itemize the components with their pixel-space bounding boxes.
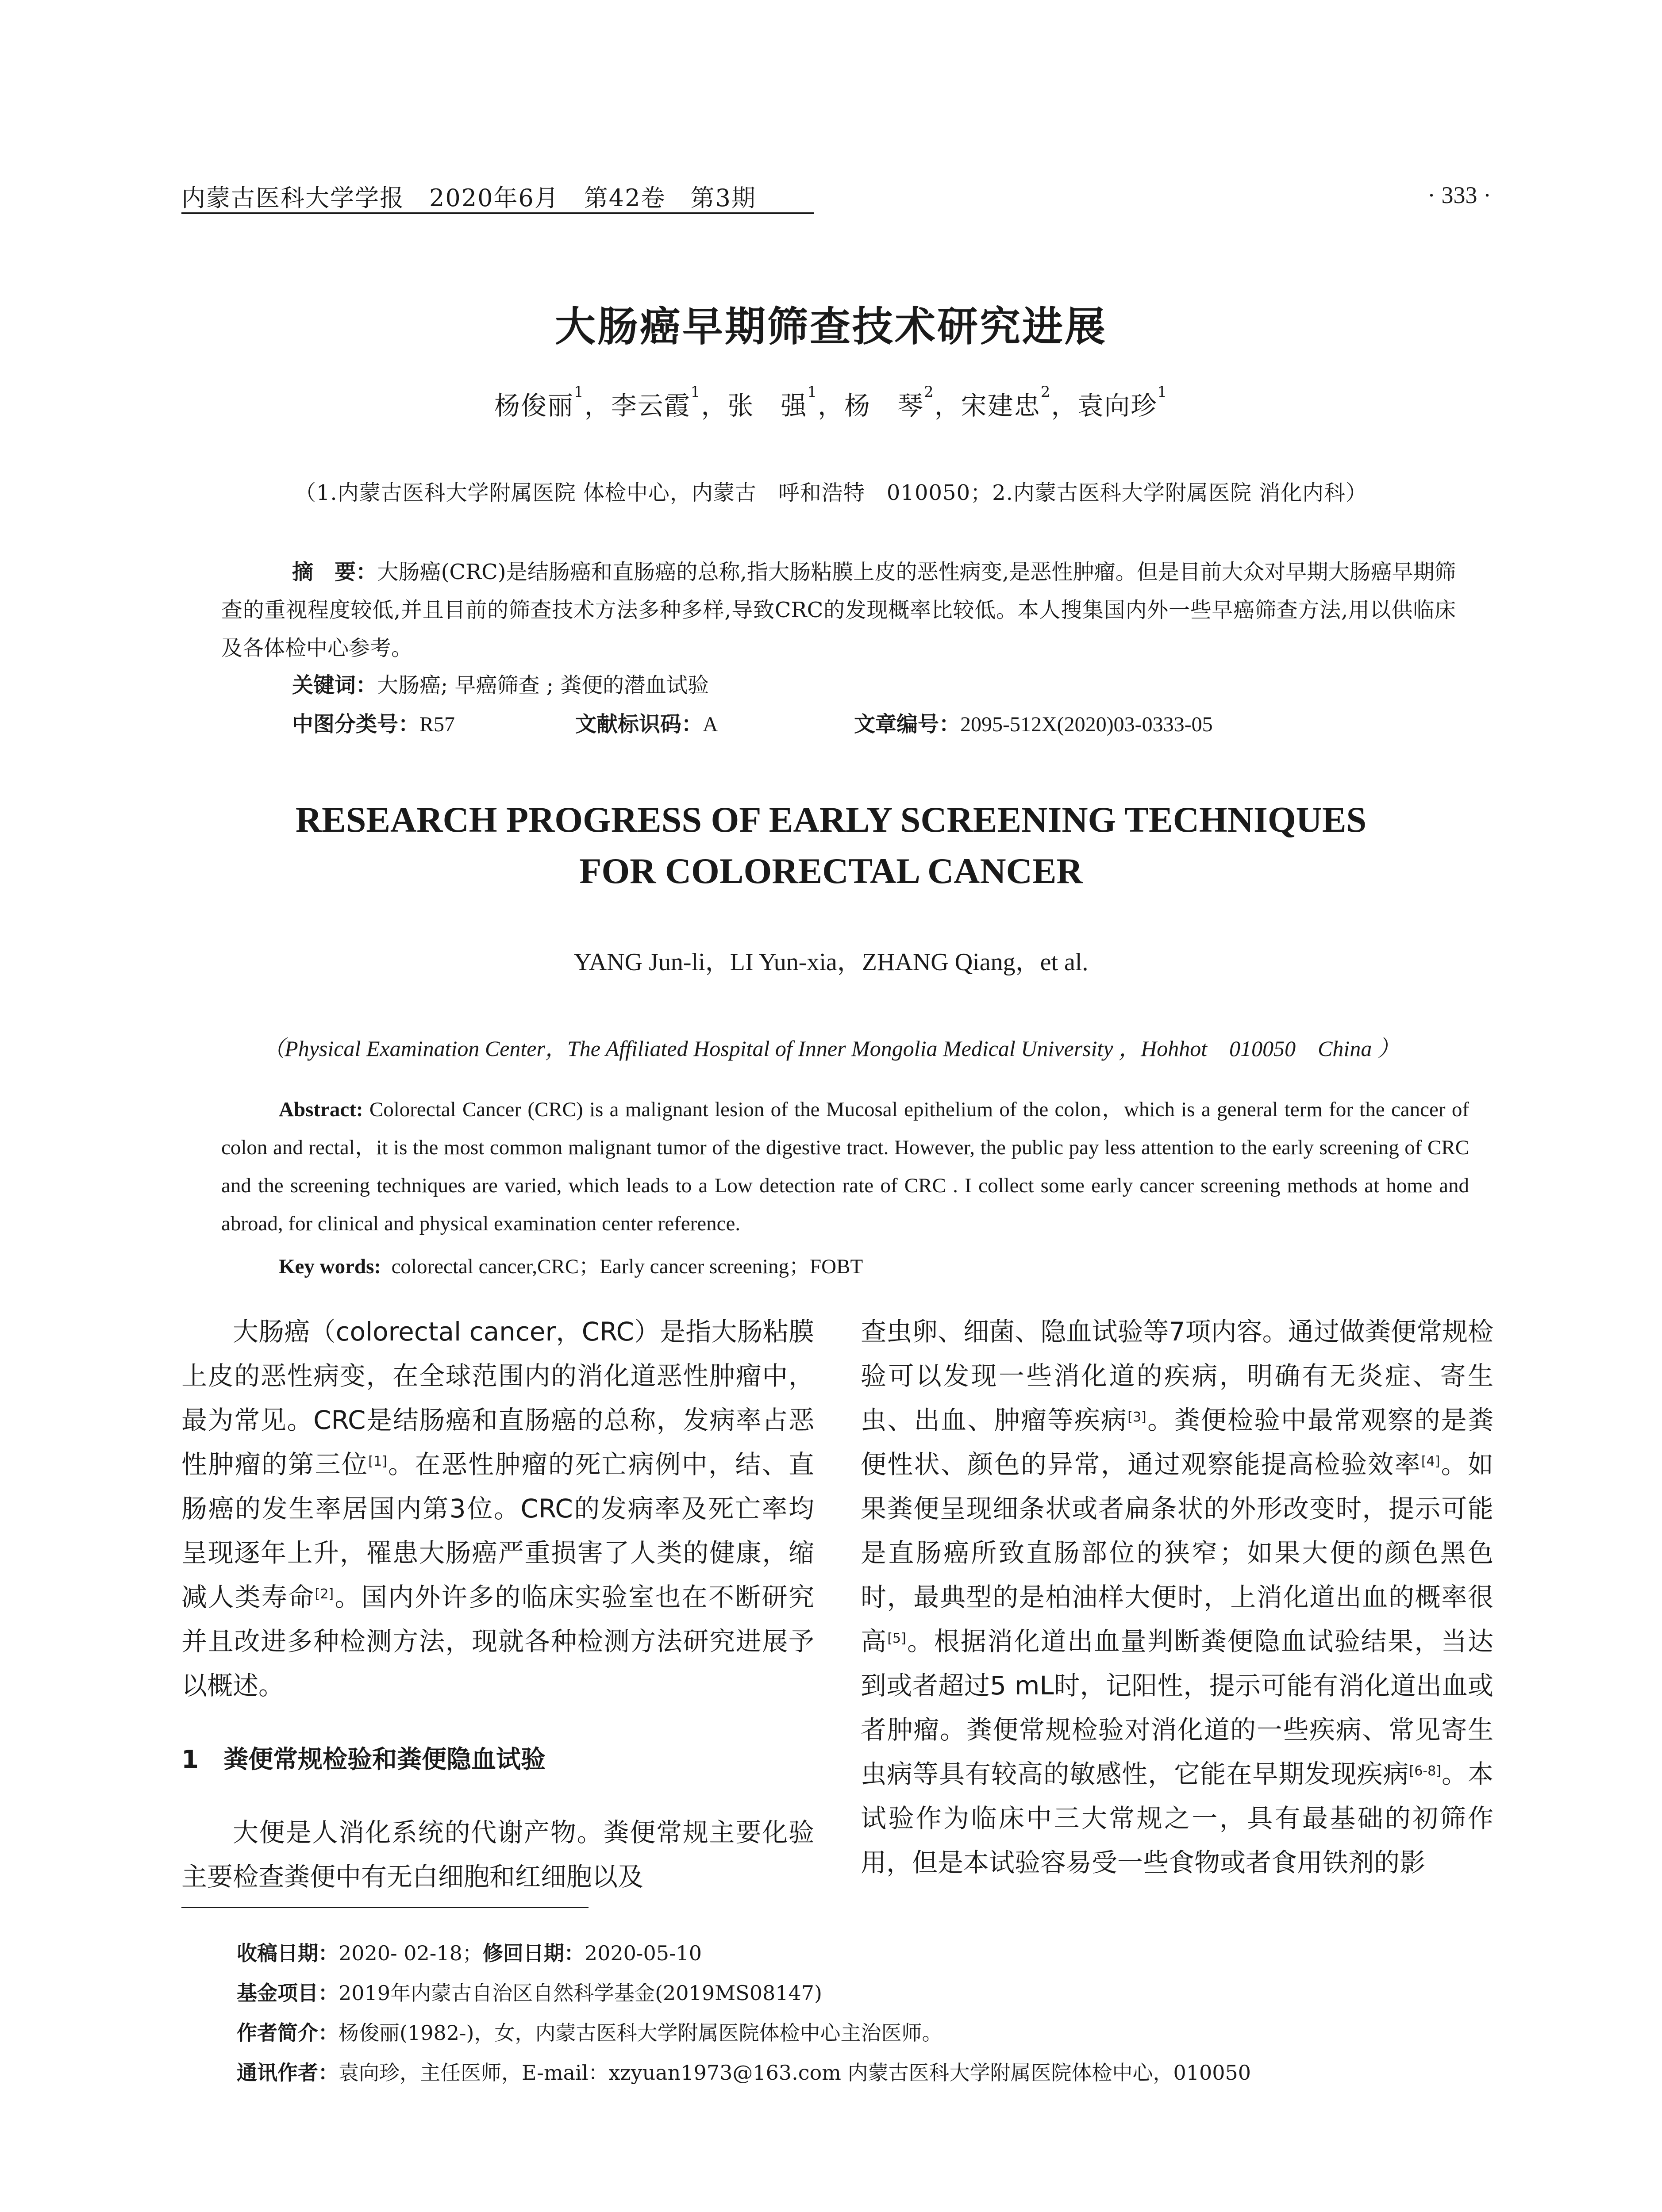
footnote-dates xyxy=(237,1933,1251,1973)
author-name: 杨 琴 xyxy=(844,391,924,421)
body-paragraph: 大便是人消化系统的代谢产物。粪便常规主要化验主要检查粪便中有无白细胞和红细胞以及 xyxy=(181,1817,814,1892)
revised-label: 修回日期： xyxy=(482,1941,585,1965)
footnote-corresponding xyxy=(237,2053,1251,2093)
body-column-left xyxy=(181,1310,814,1899)
corresponding-label: 通讯作者： xyxy=(237,2061,339,2085)
article-title-en-line2: FOR COLORECTAL CANCER xyxy=(579,851,1083,891)
author-name: 袁向珍 xyxy=(1077,391,1158,421)
abstract-text-en: Colorectal Cancer (CRC) is a malignant lesion of the Mucosal epithelium of the colon，which is a general term for the cancer of colon and rectal，it is the most common malignant tumor of the digestive tract. However, the public pay less attention to the early screening of CRC and the screening techniques are varied, which leads to a Low detection rate of CRC . I collect some early cancer screening methods at home and abroad, for clinical and physical examination center reference. xyxy=(221,1098,1469,1235)
article-no-label: 文章编号： xyxy=(854,712,961,737)
author-affiliation-mark: 2 xyxy=(1040,383,1051,401)
body-text: 。本试验作为临床中三大常规之一，具有最基础的初筛作用，但是本试验容易受一些食物或者食用铁剂的影 xyxy=(861,1759,1493,1878)
abstract-label-en: Abstract: xyxy=(279,1098,363,1121)
citation: [5] xyxy=(887,1631,906,1646)
author-name: 李云霞 xyxy=(611,391,691,421)
author-name: 杨俊丽 xyxy=(494,391,574,421)
classification-row xyxy=(292,707,1487,737)
abstract-cn xyxy=(221,553,1456,667)
abstract-en xyxy=(221,1091,1469,1243)
doc-code-value: A xyxy=(703,713,718,736)
author-name: 宋建忠 xyxy=(961,391,1041,421)
section-heading: 1 粪便常规检验和粪便隐血试验 xyxy=(181,1745,546,1774)
fund-value: 2019年内蒙古自治区自然科学基金(2019MS08147) xyxy=(339,1981,822,2005)
running-header-journal: 内蒙古医科大学学报 2020年6月 第42卷 第3期 xyxy=(181,184,756,212)
author-list-cn: 杨俊丽$^1$，李云霞$^1$，张 强$^1$，杨 琴$^2$，宋建忠$^2$，袁向珍$^1$ xyxy=(494,383,1168,421)
author-affiliation-mark: 1 xyxy=(807,383,818,401)
fund-label: 基金项目： xyxy=(237,1981,339,2005)
received-label: 收稿日期： xyxy=(237,1941,339,1965)
citation: [3] xyxy=(1127,1409,1146,1425)
footnote-author xyxy=(237,2013,1251,2053)
keywords-text-en: colorectal cancer,CRC；Early cancer screening；FOBT xyxy=(391,1255,863,1278)
abstract-label-cn: 摘 要： xyxy=(292,560,377,584)
article-title-en xyxy=(0,794,1662,897)
abstract-text-cn: 大肠癌(CRC)是结肠癌和直肠癌的总称,指大肠粘膜上皮的恶性病变,是恶性肿瘤。但是目前大众对早期大肠癌早期筛查的重视程度较低,并且目前的筛查技术方法多种多样,导致CRC的发现概率比较低。本人搜集国内外一些早癌筛查方法,用以供临床及各体检中心参考。 xyxy=(221,560,1456,661)
body-text: 。粪便检验中最常观察的是粪便性状、颜色的异常，通过观察能提高检验效率 xyxy=(861,1405,1493,1479)
corresponding-value: 袁向珍，主任医师，E-mail：xzyuan1973@163.com 内蒙古医科大学附属医院体检中心，010050 xyxy=(339,2061,1251,2085)
keywords-label-cn: 关键词： xyxy=(292,673,377,698)
footnote-fund xyxy=(237,1973,1251,2013)
affiliation-cn: （1.内蒙古医科大学附属医院 体检中心，内蒙古 呼和浩特 010050；2.内蒙古医科大学附属医院 消化内科） xyxy=(294,480,1368,505)
revised-date: 2020-05-10 xyxy=(584,1941,702,1965)
keywords-label-en: Key words: xyxy=(279,1255,381,1278)
footnotes xyxy=(237,1933,1251,2093)
citation: [1] xyxy=(368,1454,387,1469)
body-text: 。根据消化道出血量判断粪便隐血试验结果，当达到或者超过5 mL时，记阳性，提示可能有消化道出血或者肿瘤。粪便常规检验对消化道的一些疾病、常见寄生虫病等具有较高的敏感性，它能在早期发现疾病 xyxy=(861,1626,1493,1789)
author-affiliation-mark: 2 xyxy=(924,383,935,401)
body-column-right xyxy=(861,1310,1493,1885)
clc-value: R57 xyxy=(419,713,455,736)
page-number: · 333 · xyxy=(1427,182,1491,208)
citation: [6-8] xyxy=(1409,1763,1441,1779)
author-affiliation-mark: 1 xyxy=(1157,383,1168,401)
author-name: 张 强 xyxy=(727,391,808,421)
keywords-text-cn: 大肠癌; 早癌筛查 ; 粪便的潜血试验 xyxy=(377,673,709,698)
author-bio-label: 作者简介： xyxy=(237,2021,339,2045)
body-paragraph xyxy=(861,1310,1493,1885)
keywords-en xyxy=(279,1250,863,1279)
body-text: 。在恶性肿瘤的死亡病例中，结、直肠癌的发生率居国内第3位。CRC的发病率及死亡率均呈现逐年上升，罹患大肠癌严重损害了人类的健康，缩减人类寿命 xyxy=(181,1449,814,1612)
keywords-cn xyxy=(292,668,709,699)
body-text: 大肠癌（colorectal cancer，CRC）是指大肠粘膜上皮的恶性病变，在全球范围内的消化道恶性肿瘤中，最为常见。CRC是结肠癌和直肠癌的总称，发病率占恶性肿瘤的第三位 xyxy=(181,1317,814,1479)
author-affiliation-mark: 1 xyxy=(574,383,585,401)
citation: [4] xyxy=(1421,1454,1440,1469)
author-bio-value: 杨俊丽(1982-)，女，内蒙古医科大学附属医院体检中心主治医师。 xyxy=(339,2021,943,2045)
affiliation-en: （Physical Examination Center，The Affiliated Hospital of Inner Mongolia Medical University ，Hohhot 010050 China ） xyxy=(262,1036,1400,1061)
body-paragraph xyxy=(181,1310,814,1708)
received-date: 2020- 02-18； xyxy=(339,1941,483,1965)
clc-label: 中图分类号： xyxy=(292,712,420,737)
body-text: 。如果粪便呈现细条状或者扁条状的外形改变时，提示可能是直肠癌所致直肠部位的狭窄；如果大便的颜色黑色时，最典型的是柏油样大便时，上消化道出血的概率很高 xyxy=(861,1449,1493,1656)
footnote-rule xyxy=(181,1907,589,1908)
author-list-en: YANG Jun-li，LI Yun-xia，ZHANG Qiang，et al. xyxy=(573,949,1089,976)
body-text: 查虫卵、细菌、隐血试验等7项内容。通过做粪便常规检验可以发现一些消化道的疾病，明确有无炎症、寄生虫、出血、肿瘤等疾病 xyxy=(861,1317,1493,1435)
header-rule xyxy=(181,212,814,214)
doc-code-label: 文献标识码： xyxy=(575,712,703,737)
citation: [2] xyxy=(315,1586,334,1602)
article-no-value: 2095-512X(2020)03-0333-05 xyxy=(960,713,1213,736)
author-affiliation-mark: 1 xyxy=(690,383,701,401)
body-text: 。国内外许多的临床实验室也在不断研究并且改进多种检测方法，现就各种检测方法研究进展予以概述。 xyxy=(181,1582,814,1701)
article-title-en-line1: RESEARCH PROGRESS OF EARLY SCREENING TECHNIQUES xyxy=(295,799,1367,840)
article-title-cn: 大肠癌早期筛查技术研究进展 xyxy=(554,303,1107,350)
